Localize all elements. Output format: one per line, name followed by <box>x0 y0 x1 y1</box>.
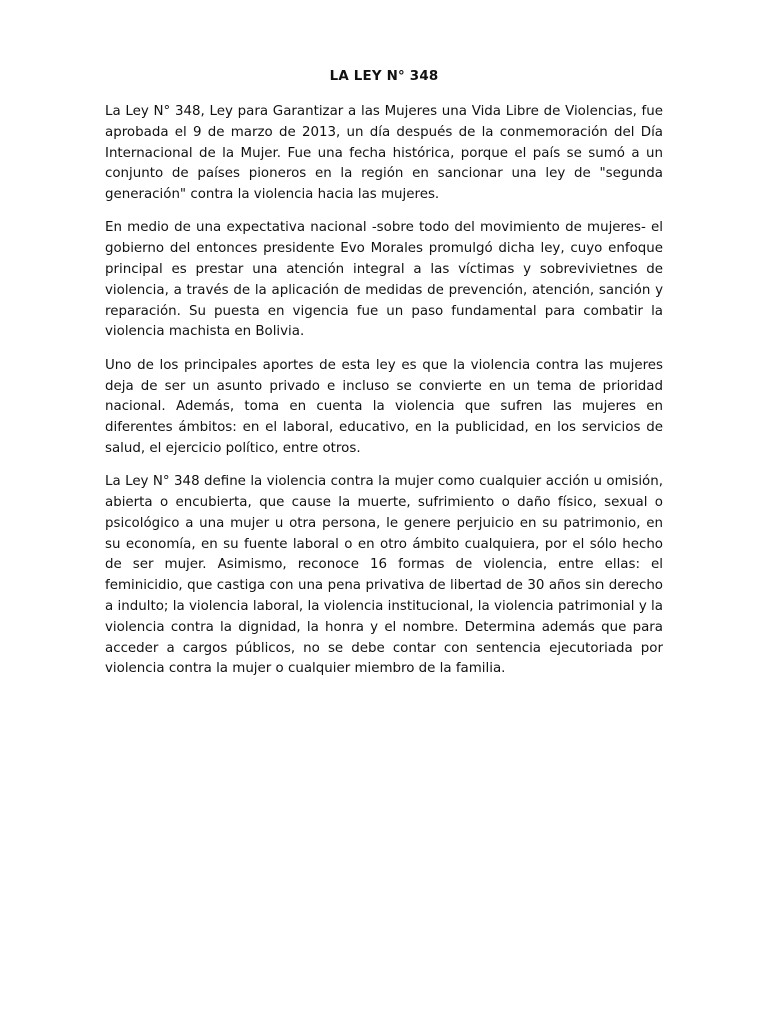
paragraph-2: En medio de una expectativa nacional -sobre todo del movimiento de mujeres- el gobierno del entonces presidente Evo Morales promulgó dicha ley, cuyo enfoque principal es prestar una atención integral a las víctimas y sobrevivietnes de violencia, a través de la aplicación de medidas de prevención, atención, sanción y reparación. Su puesta en vigencia fue un paso fundamental para combatir la violencia machista en Bolivia. <box>105 220 663 340</box>
document-body <box>105 0 663 680</box>
paragraph-4: La Ley N° 348 define la violencia contra la mujer como cualquier acción u omisión, abierta o encubierta, que cause la muerte, sufrimiento o daño físico, sexual o psicológico a una mujer u otra persona, le genere perjuicio en su patrimonio, en su economía, en su fuente laboral o en otro ámbito cualquiera, por el sólo hecho de ser mujer. Asimismo, reconoce 16 formas de violencia, entre ellas: el feminicidio, que castiga con una pena privativa de libertad de 30 años sin derecho a indulto; la violencia laboral, la violencia institucional, la violencia patrimonial y la violencia contra la dignidad, la honra y el nombre. Determina además que para acceder a cargos públicos, no se debe contar con sentencia ejecutoriada por violencia contra la mujer o cualquier miembro de la familia. <box>105 474 663 677</box>
paragraph-1: La Ley N° 348, Ley para Garantizar a las Mujeres una Vida Libre de Violencias, fue aprobada el 9 de marzo de 2013, un día después de la conmemoración del Día Internacional de la Mujer. Fue una fecha histórica, porque el país se sumó a un conjunto de países pioneros en la región en sancionar una ley de "segunda generación" contra la violencia hacia las mujeres. <box>105 104 663 203</box>
document-title: LA LEY N° 348 <box>329 69 439 84</box>
paragraph-3: Uno de los principales aportes de esta ley es que la violencia contra las mujeres deja de ser un asunto privado e incluso se convierte en un tema de prioridad nacional. Además, toma en cuenta la violencia que sufren las mujeres en diferentes ámbitos: en el laboral, educativo, en la publicidad, en los servicios de salud, el ejercicio político, entre otros. <box>105 357 663 456</box>
